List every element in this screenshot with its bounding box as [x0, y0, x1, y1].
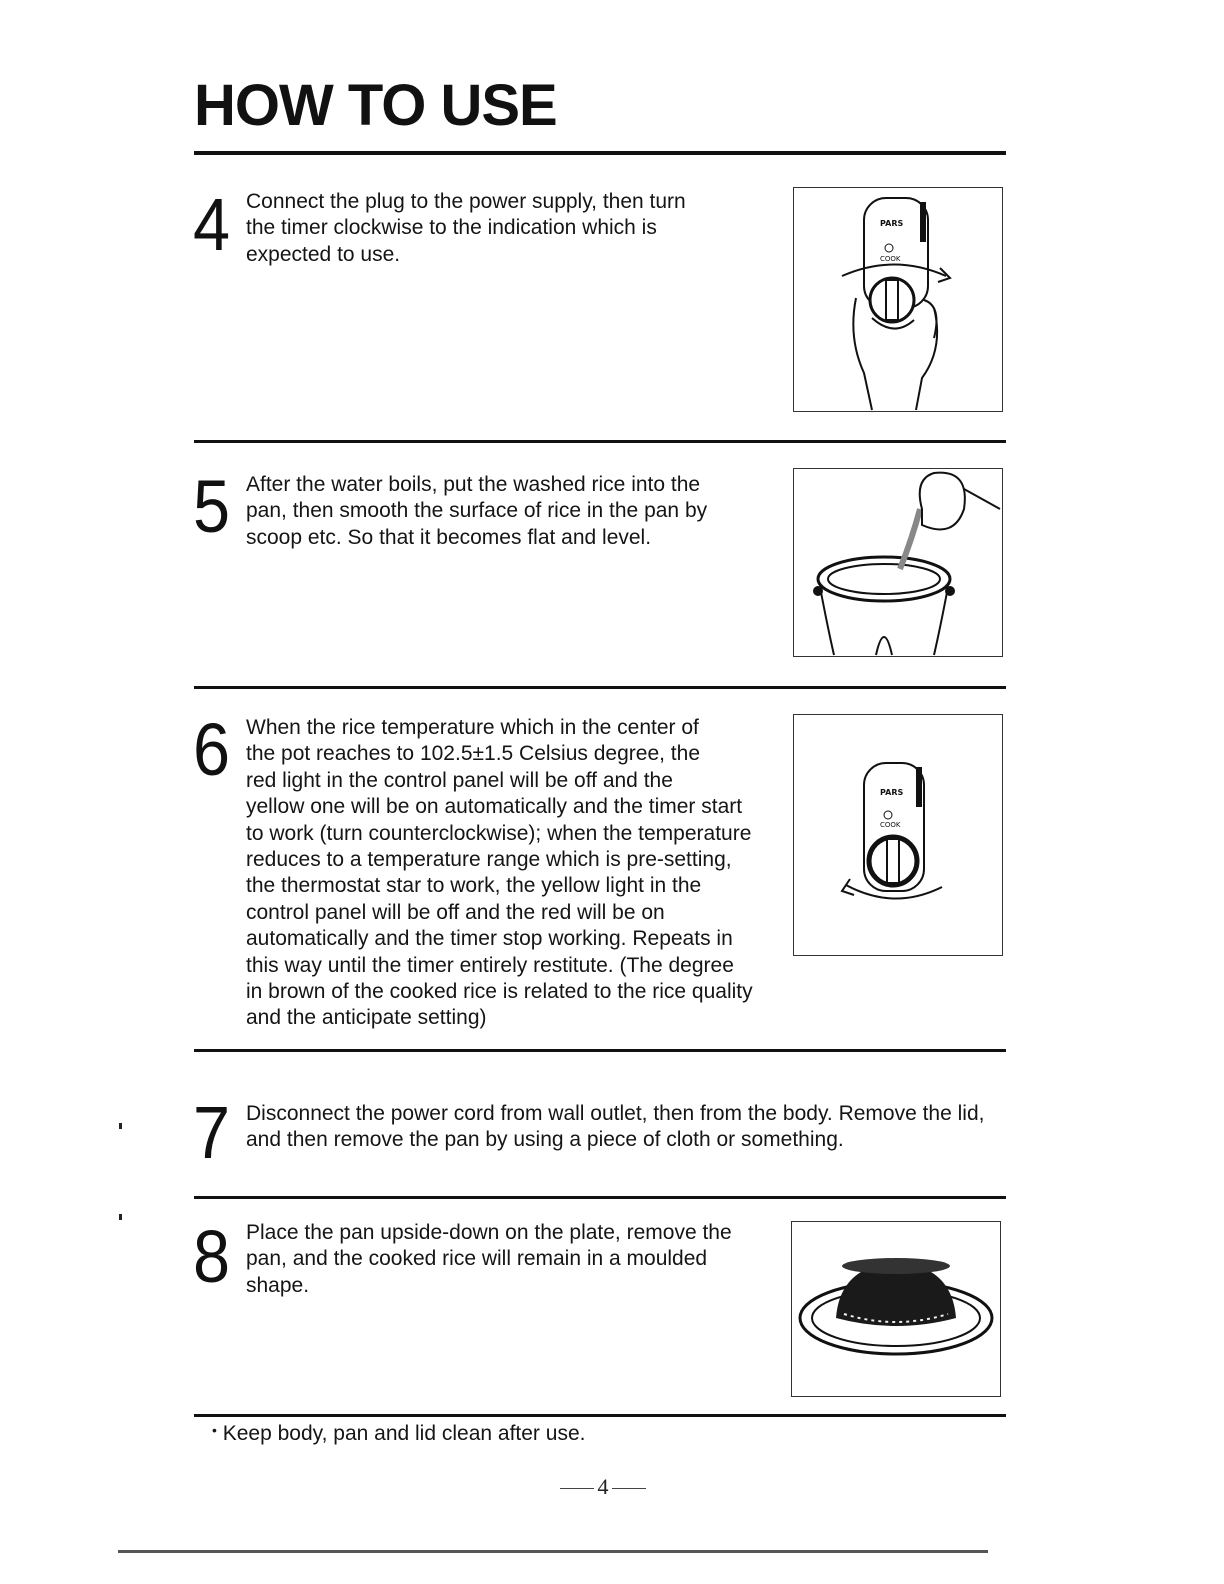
footer-note-text: Keep body, pan and lid clean after use. [222, 1422, 586, 1445]
page-dash-right [612, 1488, 646, 1489]
svg-text:COOK: COOK [880, 821, 901, 829]
svg-text:PARS: PARS [880, 788, 904, 797]
step-8-illustration [791, 1221, 1001, 1397]
step-4-number: 4 [193, 183, 231, 266]
section-rule [194, 1196, 1006, 1199]
step-7-text: Disconnect the power cord from wall outlet, then from the body. Remove the lid, and then remove the pan by using a piece of cloth or something. [246, 1102, 985, 1152]
page-title: HOW TO USE [194, 73, 557, 138]
footer-note [212, 1422, 585, 1446]
step-8-number: 8 [193, 1215, 231, 1298]
section-rule [194, 440, 1006, 443]
dial-label-top: PARS [880, 219, 904, 228]
step-6-number: 6 [193, 708, 231, 791]
title-rule [194, 151, 1006, 155]
margin-mark [119, 1214, 122, 1220]
footer-rule [194, 1414, 1006, 1417]
step-4-illustration [793, 187, 1003, 412]
step-5-number: 5 [193, 465, 231, 548]
dial-label-bottom: COOK [880, 255, 901, 263]
step-6-text: When the rice temperature which in the center of the pot reaches to 102.5±1.5 Celsius degree, the red light in the control panel will be off and the yellow one will be on automatically and the timer start to work (turn counterclockwise); when the temperature reduces to a temperature range which is pre-setting, the thermostat star to work, the yellow light in the control panel will be off and the red will be on automatically and the timer stop working. Repeats in this way until the timer entirely restitute. (The degree in brown of the cooked rice is related to the rice quality and the anticipate setting) [246, 716, 753, 1030]
step-5-text: After the water boils, put the washed rice into the pan, then smooth the surface of rice in the pan by scoop etc. So that it becomes flat and level. [246, 473, 708, 549]
page-number: 4 [597, 1474, 609, 1499]
step-8-text: Place the pan upside-down on the plate, remove the pan, and the cooked rice will remain in a moulded shape. [246, 1221, 732, 1297]
step-5-illustration [793, 468, 1003, 657]
margin-mark [119, 1123, 122, 1129]
step-7-number: 7 [193, 1091, 231, 1174]
step-4-text: Connect the plug to the power supply, then turn the timer clockwise to the indication which is expected to use. [246, 190, 686, 266]
section-rule [194, 686, 1006, 689]
scan-edge-line [118, 1550, 988, 1553]
section-rule [194, 1049, 1006, 1052]
step-6-illustration [793, 714, 1003, 956]
bullet-mark: • [212, 1422, 217, 1438]
